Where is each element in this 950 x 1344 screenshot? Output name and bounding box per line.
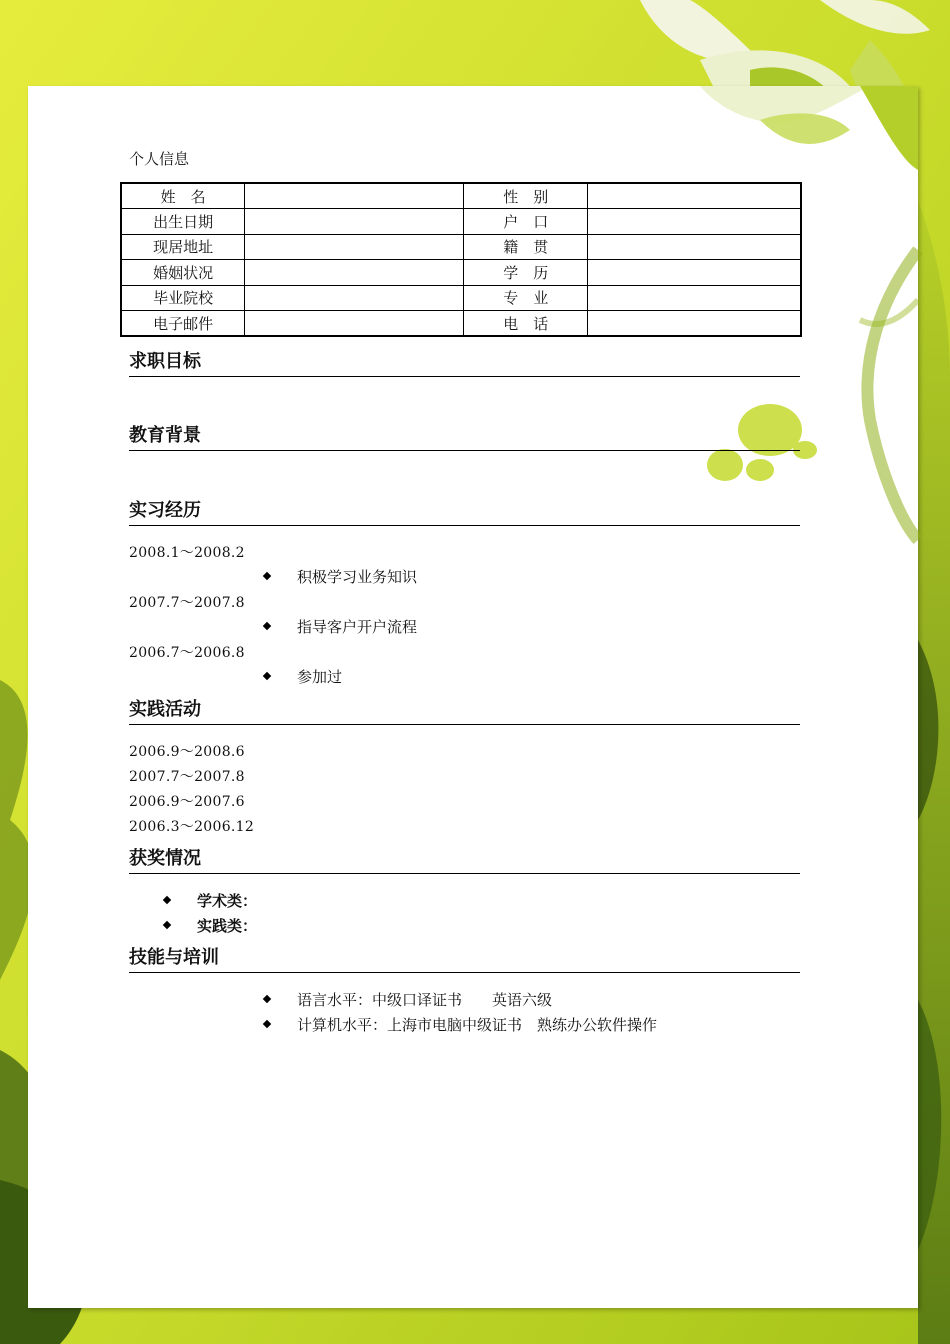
table-row <box>121 260 801 285</box>
bullet-icon <box>263 1020 271 1028</box>
table-row <box>121 183 801 209</box>
value-name <box>245 183 464 209</box>
label-email: 电子邮件 <box>121 310 245 336</box>
table-row <box>121 310 801 336</box>
value-marital <box>245 260 464 285</box>
value-gender <box>588 183 801 209</box>
label-name: 姓 名 <box>121 183 245 209</box>
label-degree: 学 历 <box>464 260 588 285</box>
internship-item: 积极学习业务知识 <box>297 568 418 586</box>
value-birthdate <box>245 209 464 234</box>
award-item: 学术类： <box>197 892 258 910</box>
bullet-icon <box>163 921 171 929</box>
label-gender: 性 别 <box>464 183 588 209</box>
skill-item: 计算机水平：上海市电脑中级证书 熟练办公软件操作 <box>297 1016 658 1034</box>
value-native-place <box>588 234 801 259</box>
table-row <box>121 285 801 310</box>
internship-item: 参加过 <box>297 668 343 686</box>
section-skills: 技能与培训 <box>129 948 800 973</box>
value-degree <box>588 260 801 285</box>
practice-date: 2006.9～2007.6 <box>129 794 245 810</box>
label-school: 毕业院校 <box>121 285 245 310</box>
table-row <box>121 234 801 259</box>
internship-date: 2007.7～2007.8 <box>129 595 245 611</box>
label-marital: 婚姻状况 <box>121 260 245 285</box>
table-row <box>121 209 801 234</box>
internship-date: 2006.7～2006.8 <box>129 645 245 661</box>
label-birthdate: 出生日期 <box>121 209 245 234</box>
value-phone <box>588 310 801 336</box>
personal-info-table <box>120 182 802 337</box>
practice-date: 2006.3～2006.12 <box>129 819 255 835</box>
section-awards: 获奖情况 <box>129 849 800 874</box>
practice-date: 2006.9～2008.6 <box>129 744 245 760</box>
value-hukou <box>588 209 801 234</box>
label-native-place: 籍 贯 <box>464 234 588 259</box>
personal-info-heading: 个人信息 <box>129 150 190 168</box>
section-objective: 求职目标 <box>129 352 800 377</box>
value-address <box>245 234 464 259</box>
skill-item: 语言水平：中级口译证书 英语六级 <box>297 991 553 1009</box>
bullet-icon <box>263 622 271 630</box>
practice-date: 2007.7～2007.8 <box>129 769 245 785</box>
bullet-icon <box>263 572 271 580</box>
value-major <box>588 285 801 310</box>
section-education: 教育背景 <box>129 426 800 451</box>
bullet-icon <box>263 995 271 1003</box>
label-hukou: 户 口 <box>464 209 588 234</box>
label-phone: 电 话 <box>464 310 588 336</box>
bullet-icon <box>263 672 271 680</box>
internship-date: 2008.1～2008.2 <box>129 545 245 561</box>
value-email <box>245 310 464 336</box>
label-address: 现居地址 <box>121 234 245 259</box>
bullet-icon <box>163 896 171 904</box>
internship-item: 指导客户开户流程 <box>297 618 418 636</box>
section-internship: 实习经历 <box>129 501 800 526</box>
award-item: 实践类： <box>197 917 258 935</box>
value-school <box>245 285 464 310</box>
label-major: 专 业 <box>464 285 588 310</box>
section-practice: 实践活动 <box>129 700 800 725</box>
